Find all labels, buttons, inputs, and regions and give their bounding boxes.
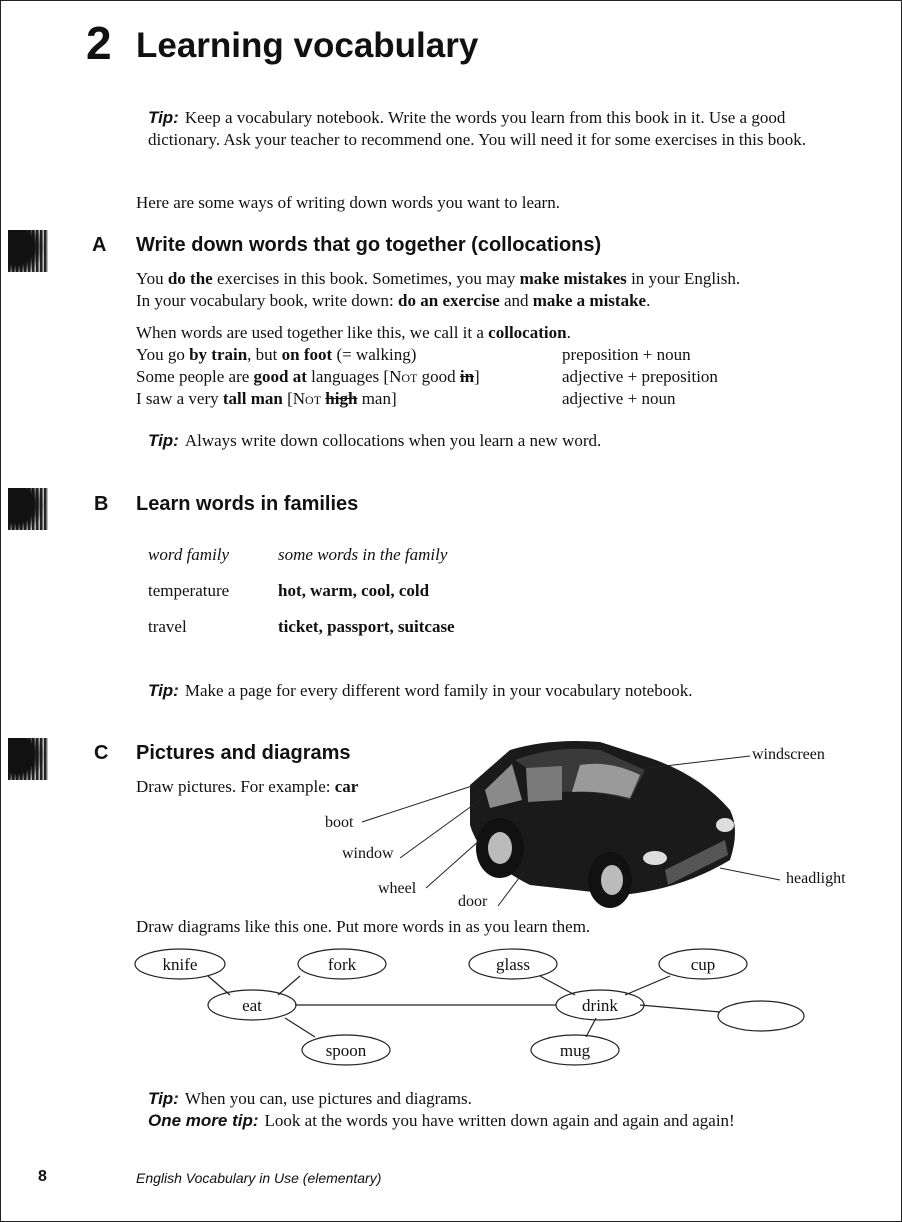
example-type-2: adjective + preposition [562, 367, 718, 386]
chapter-title: Learning vocabulary [136, 26, 479, 65]
family-row-family: temperature [148, 581, 230, 600]
section-marker-icon [8, 488, 48, 530]
chapter-number: 2 [86, 17, 112, 69]
diagram-word-mug: mug [559, 1041, 591, 1060]
family-row-family: travel [148, 617, 187, 636]
example-row-2: Some people are good at languages [Not good in] [136, 367, 480, 386]
section-a-letter: A [92, 234, 107, 256]
page-number: 8 [38, 1168, 47, 1185]
car-label-windscreen: windscreen [752, 746, 825, 763]
diagram-word-glass: glass [496, 955, 530, 974]
section-marker-icon [8, 738, 48, 780]
tip-label: Tip: [148, 108, 179, 127]
tip-text: Keep a vocabulary notebook. Write the words you learn from this book in it. Use a good dictionary. Ask your teacher to recommend one. You will need it for some exercises in this book. [148, 108, 806, 149]
para-line-2: In your vocabulary book, write down: do an exercise and make a mistake. [136, 291, 651, 310]
diagram-node-blank [718, 1001, 804, 1031]
car-icon [470, 741, 735, 908]
car-label-wheel: wheel [378, 880, 417, 897]
example-row-1: You go by train, but on foot (= walking) [136, 345, 417, 364]
section-a-tip: Tip: Always write down collocations when you learn a new word. [148, 431, 602, 450]
section-b-title: Learn words in families [136, 493, 359, 515]
word-diagram [120, 940, 820, 1075]
diagram-word-spoon: spoon [325, 1041, 367, 1060]
car-label-headlight: headlight [786, 870, 846, 887]
diagram-word-fork: fork [327, 955, 357, 974]
intro-text: Here are some ways of writing down words you want to learn. [136, 193, 560, 212]
section-c-title: Pictures and diagrams [136, 742, 351, 764]
section-a-title: Write down words that go together (collocations) [136, 234, 602, 256]
family-header-family: word family [148, 545, 230, 564]
car-label-window: window [342, 845, 394, 862]
diagram-word-knife: knife [162, 955, 198, 974]
section-c-letter: C [94, 742, 109, 764]
family-row-words: hot, warm, cool, cold [278, 581, 430, 600]
family-row-words: ticket, passport, suitcase [278, 617, 455, 636]
diagram-word-eat: eat [242, 996, 262, 1015]
draw-diagrams-text: Draw diagrams like this one. Put more words in as you learn them. [136, 917, 591, 936]
car-label-door: door [458, 893, 488, 910]
collocation-intro: When words are used together like this, we call it a collocation. [136, 323, 571, 342]
para-line-1: You do the exercises in this book. Sometimes, you may make mistakes in your English. [136, 269, 741, 288]
section-a-para [136, 268, 866, 312]
section-marker-icon [8, 230, 48, 272]
one-more-tip: One more tip: Look at the words you have written down again and again and again! [148, 1111, 735, 1130]
section-c-tip: Tip: When you can, use pictures and diagrams. [148, 1089, 472, 1108]
draw-pictures-text: Draw pictures. For example: car [136, 777, 359, 796]
section-b-letter: B [94, 493, 109, 515]
example-row-3: I saw a very tall man [Not high man] [136, 389, 397, 408]
example-type-1: preposition + noun [562, 345, 691, 364]
intro-tip [148, 107, 860, 151]
car-label-boot: boot [325, 814, 354, 831]
section-b-tip: Tip: Make a page for every different word family in your vocabulary notebook. [148, 681, 693, 700]
book-title: English Vocabulary in Use (elementary) [136, 1170, 382, 1186]
family-header-words: some words in the family [278, 545, 448, 564]
example-type-3: adjective + noun [562, 389, 676, 408]
diagram-word-drink: drink [582, 996, 618, 1015]
diagram-word-cup: cup [690, 955, 716, 974]
